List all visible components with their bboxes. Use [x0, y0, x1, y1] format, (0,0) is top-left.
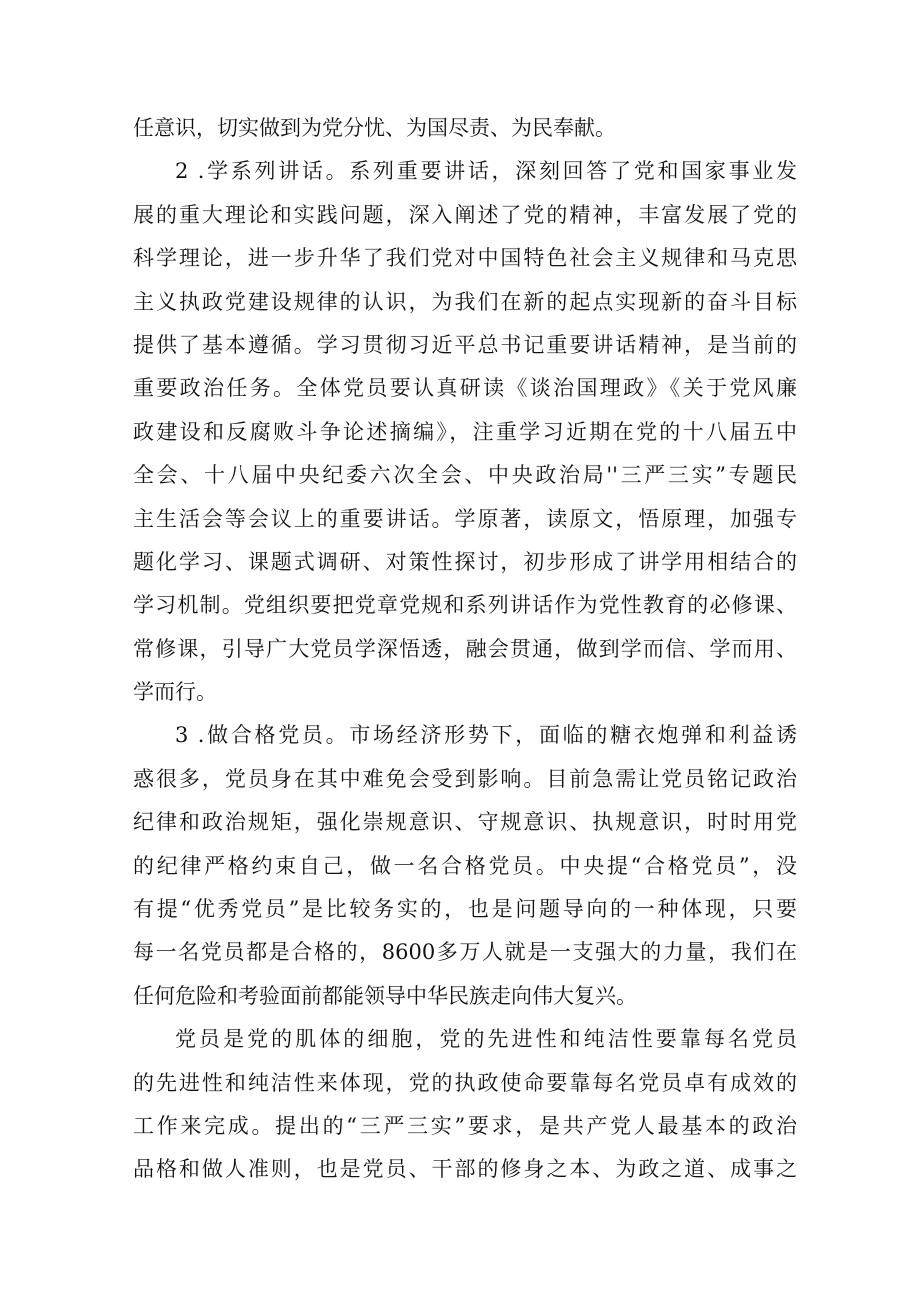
- text-line: 2 .学系列讲话。系列重要讲话，深刻回答了党和国家事业发: [175, 159, 797, 184]
- text-line: 惑很多，党员身在其中难免会受到影响。目前急需让党员铭记政治: [133, 766, 797, 791]
- text-line: 3 .做合格党员。市场经济形势下，面临的糖衣炮弹和利益诱: [175, 723, 797, 748]
- text-line: 有提“优秀党员”是比较务实的，也是问题导向的一种体现，只要: [133, 897, 797, 922]
- text-line: 展的重大理论和实践问题，深入阐述了党的精神，丰富发展了党的: [133, 202, 797, 227]
- text-line: 全会、十八届中央纪委六次全会、中央政治局''三严三实”专题民: [133, 463, 797, 488]
- text-line: 品格和做人准则，也是党员、干部的修身之本、为政之道、成事之: [133, 1157, 797, 1182]
- text-line: 常修课，引导广大党员学深悟透，融会贯通，做到学而信、学而用、: [133, 636, 797, 661]
- text-line: 主义执政党建设规律的认识，为我们在新的起点实现新的奋斗目标: [133, 289, 797, 314]
- text-line: 政建设和反腐败斗争论述摘编》，注重学习近期在党的十八届五中: [133, 419, 797, 444]
- text-line: 提供了基本遵循。学习贯彻习近平总书记重要讲话精神，是当前的: [133, 332, 797, 357]
- text-line: 重要政治任务。全体党员要认真研读《谈治国理政》《关于党风廉: [133, 376, 797, 401]
- text-line: 学而行。: [133, 680, 217, 705]
- text-line: 题化学习、课题式调研、对策性探讨，初步形成了讲学用相结合的: [133, 549, 797, 574]
- body-text: [133, 107, 797, 1192]
- text-line: 工作来完成。提出的“三严三实”要求，是共产党人最基本的政治: [133, 1113, 797, 1138]
- text-line: 的先进性和纯洁性来体现，党的执政使命要靠每名党员卓有成效的: [133, 1070, 797, 1095]
- text-line: 主生活会等会议上的重要讲话。学原著，读原文，悟原理，加强专: [133, 506, 797, 531]
- text-line: 的纪律严格约束自己，做一名合格党员。中央提“合格党员”，没: [133, 853, 797, 878]
- text-line: 任意识，切实做到为党分忧、为国尽责、为民奉献。: [133, 116, 616, 140]
- text-line: 每一名党员都是合格的，8600多万人就是一支强大的力量，我们在: [133, 940, 797, 965]
- text-line: 党员是党的肌体的细胞，党的先进性和纯洁性要靠每名党员: [175, 1027, 797, 1052]
- text-line: 任何危险和考验面前都能领导中华民族走向伟大复兴。: [133, 983, 637, 1008]
- text-line: 纪律和政治规矩，强化崇规意识、守规意识、执规意识，时时用党: [133, 810, 797, 835]
- text-line: 学习机制。党组织要把党章党规和系列讲话作为党性教育的必修课、: [133, 593, 797, 618]
- text-line: 科学理论，进一步升华了我们党对中国特色社会主义规律和马克思: [133, 246, 797, 271]
